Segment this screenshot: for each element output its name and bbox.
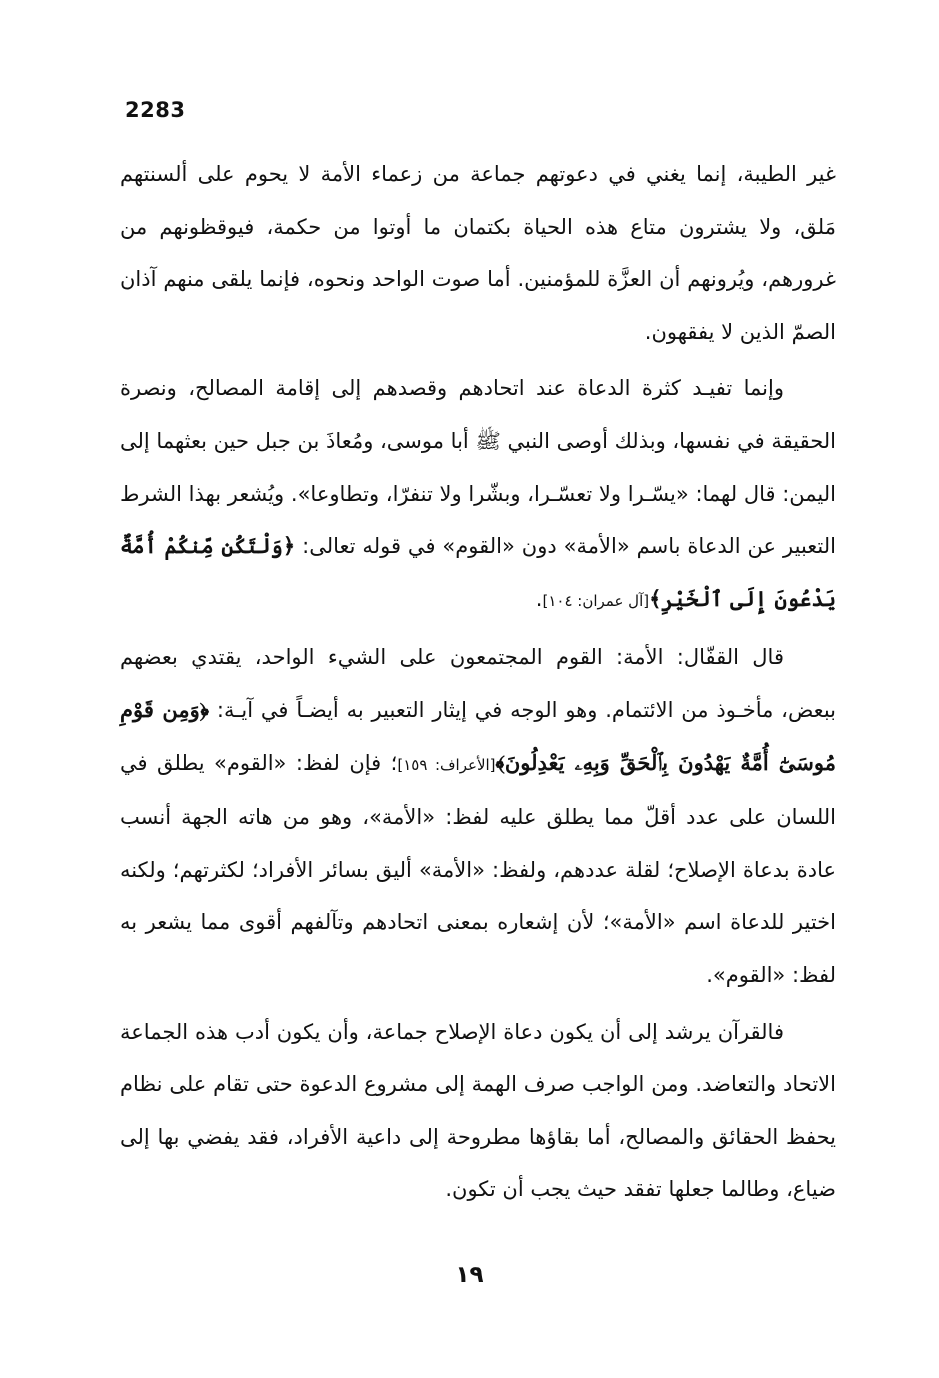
paragraph-2 xyxy=(120,362,836,627)
paragraph-4-text: فالقرآن يرشد إلى أن يكون دعاة الإصلاح جماعة، وأن يكون أدب هذه الجماعة الاتحاد والتعاضد. ومن الواجب صرف الهمة إلى مشروع الدعوة حتى تقام على نظام يحفظ الحقائق والمصالح، أما بقاؤها مطروحة إلى داعية الأفراد، فقد يفضي بها إلى ضياع، وطالما جعلها تفقد حيث يجب أن تكون. xyxy=(120,1019,836,1202)
paragraph-1 xyxy=(120,148,836,358)
paragraph-2-text: وإنما تفيـد كثرة الدعاة عند اتحادهم وقصدهم إلى إقامة المصالح، ونصرة الحقيقة في نفسها، وبذلك أوصى النبي ﷺ أبا موسى، ومُعاذَ بن جبل حين بعثهما إلى اليمن: قال لهما: «يسّـرا ولا تعسّـرا، وبشّرا ولا تنفرّا، وتطاوعا». ويُشعر بهذا الشرط التعبير عن الدعاة باسم «الأمة» دون «القوم» في قوله تعالى: xyxy=(120,376,836,559)
quran-verse-al-imran: ﴿وَلْتَكُن مِّنكُمْ أُمَّةٌ يَدْعُونَ إِلَى ٱلْخَيْرِ﴾ xyxy=(120,533,836,611)
paragraph-4 xyxy=(120,1006,836,1216)
paragraph-3 xyxy=(120,631,836,1001)
paragraph-3-continuation: ؛ فإن لفظ: «القوم» يطلق في اللسان على عدد أقلّ مما يطلق عليه لفظ: «الأمة»، وهو من هاته الجهة أنسب عادة بدعاة الإصلاح؛ لقلة عددهم، ولفظ: «الأمة» أليق بسائر الأفراد؛ لكثرتهم؛ ولكنه اختير للدعاة اسم «الأمة»؛ لأن إشعاره بمعنى اتحادهم وتآلفهم أقوى مما يشعر به لفظ: «القوم». xyxy=(120,750,836,987)
verse-reference-al-imran: [آل عمران: ١٠٤] xyxy=(542,591,650,610)
paragraph-1-text: غير الطيبة، إنما يغني في دعوتهم جماعة من زعماء الأمة لا يحوم على ألسنتهم مَلق، ولا يشترون متاع هذه الحياة بكتمان ما أوتوا من حكمة، فيوقظونهم من غرورهم، ويُرونهم أن العزَّة للمؤمنين. أما صوت الواحد ونحوه، فإنما يلقى منهم آذان الصمّ الذين لا يفقهون. xyxy=(120,162,836,344)
paragraph-3-text: قال القفّال: الأمة: القوم المجتمعون على الشيء الواحد، يقتدي بعضهم ببعض، مأخـوذ من الائتمام. وهو الوجه في إيثار التعبير به أيضـاً في آيـة: xyxy=(120,645,836,722)
body-text xyxy=(120,148,836,1216)
page-number: ١٩ xyxy=(455,1262,484,1288)
verse-reference-al-araf: [الأعراف: ١٥٩] xyxy=(397,755,496,774)
paragraph-2-ending: . xyxy=(535,586,543,611)
volume-page-number: 2283 xyxy=(125,98,186,122)
quran-verse-al-araf: ﴿وَمِن قَوْمِ مُوسَىٰٓ أُمَّةٌ يَهْدُونَ بِٱلْحَقِّ وَبِهِۦ يَعْدِلُونَ﴾ xyxy=(120,696,836,775)
